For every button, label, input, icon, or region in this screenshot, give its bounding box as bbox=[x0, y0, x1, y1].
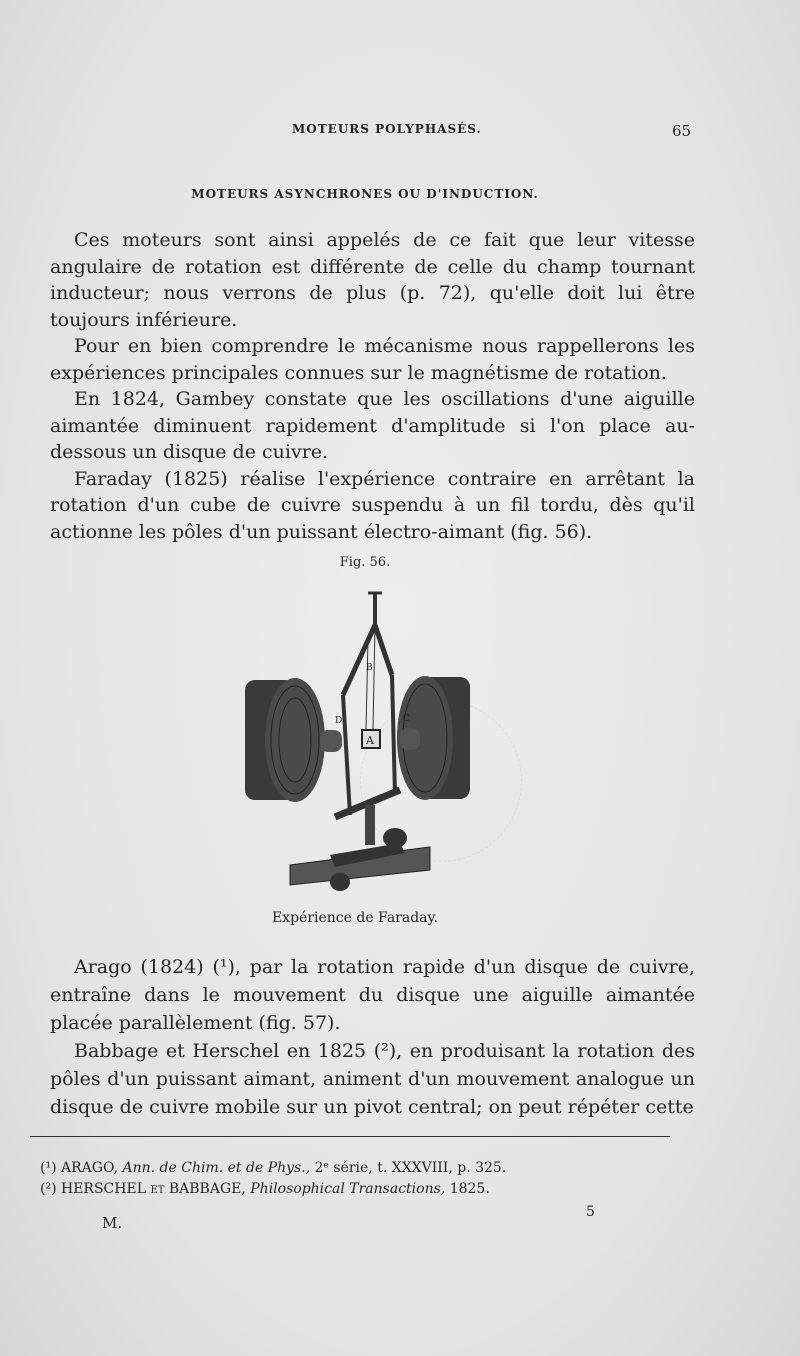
paragraph: Faraday (1825) réalise l'expérience contraire en arrêtant la rotation d'un cube de cuivre suspendu à un fil tordu, dès qu'il actionne les pôles d'un puissant électro-aimant (fig. 56). bbox=[50, 467, 695, 543]
footnote bbox=[40, 1158, 680, 1179]
footnote-rule bbox=[30, 1136, 670, 1137]
label-d: D bbox=[335, 716, 343, 726]
footnote-mark: (¹) bbox=[40, 1160, 57, 1176]
paragraph: En 1824, Gambey constate que les oscillations d'une aiguille aimantée diminuent rapidement d'amplitude si l'on place au-dessous un disque de cuivre. bbox=[50, 388, 695, 463]
footnote-author: HERSCHEL et BABBAGE, bbox=[61, 1181, 246, 1197]
section-title: MOTEURS ASYNCHRONES OU D'INDUCTION. bbox=[191, 187, 539, 201]
base-stand bbox=[290, 790, 430, 891]
faraday-apparatus-illustration bbox=[240, 585, 480, 900]
paragraph: Pour en bien comprendre le mécanisme nous rappellerons les expériences principales connues sur le magnétisme de rotation. bbox=[50, 335, 695, 384]
signature-letter: M. bbox=[102, 1214, 123, 1232]
body-text-bottom bbox=[50, 953, 695, 1121]
footnote bbox=[40, 1179, 680, 1200]
footnote-rest: 1825. bbox=[449, 1181, 490, 1197]
label-a: A bbox=[366, 734, 374, 747]
label-b: B bbox=[366, 663, 373, 673]
figure-label: Fig. 56. bbox=[339, 555, 391, 570]
right-electromagnet-coil bbox=[397, 676, 470, 800]
paragraph: Arago (1824) (¹), par la rotation rapide d'un disque de cuivre, entraîne dans le mouvement du disque une aiguille aimantée placée parallèlement (fig. 57). bbox=[50, 956, 695, 1034]
body-text-top bbox=[50, 227, 695, 545]
label-c: C bbox=[403, 714, 410, 724]
suspension-frame bbox=[343, 593, 395, 815]
footnotes bbox=[40, 1158, 680, 1200]
footnote-author: ARAGO, bbox=[61, 1160, 119, 1176]
running-title: MOTEURS POLYPHASÉS. bbox=[292, 122, 482, 136]
figure-caption: Expérience de Faraday. bbox=[271, 910, 439, 926]
left-electromagnet-coil bbox=[245, 678, 342, 802]
page-header bbox=[0, 122, 800, 142]
page-number: 65 bbox=[672, 122, 692, 140]
footnote-ref: Ann. de Chim. et de Phys., bbox=[122, 1160, 311, 1176]
footnote-mark: (²) bbox=[40, 1181, 57, 1197]
footnote-ref: Philosophical Transactions, bbox=[250, 1181, 446, 1197]
footnote-rest: 2ᵉ série, t. XXXVIII, p. 325. bbox=[314, 1160, 507, 1176]
paragraph: Ces moteurs sont ainsi appelés de ce fait que leur vitesse angulaire de rotation est différente de celle du champ tournant inducteur; nous verrons de plus (p. 72), qu'elle doit lui être toujours inférieure. bbox=[50, 229, 695, 331]
signature-number: 5 bbox=[586, 1204, 595, 1220]
paragraph: Babbage et Herschel en 1825 (²), en produisant la rotation des pôles d'un puissant aimant, animent d'un mouvement analogue un disque de cuivre mobile sur un pivot central; on peut répéter cette bbox=[50, 1040, 695, 1118]
